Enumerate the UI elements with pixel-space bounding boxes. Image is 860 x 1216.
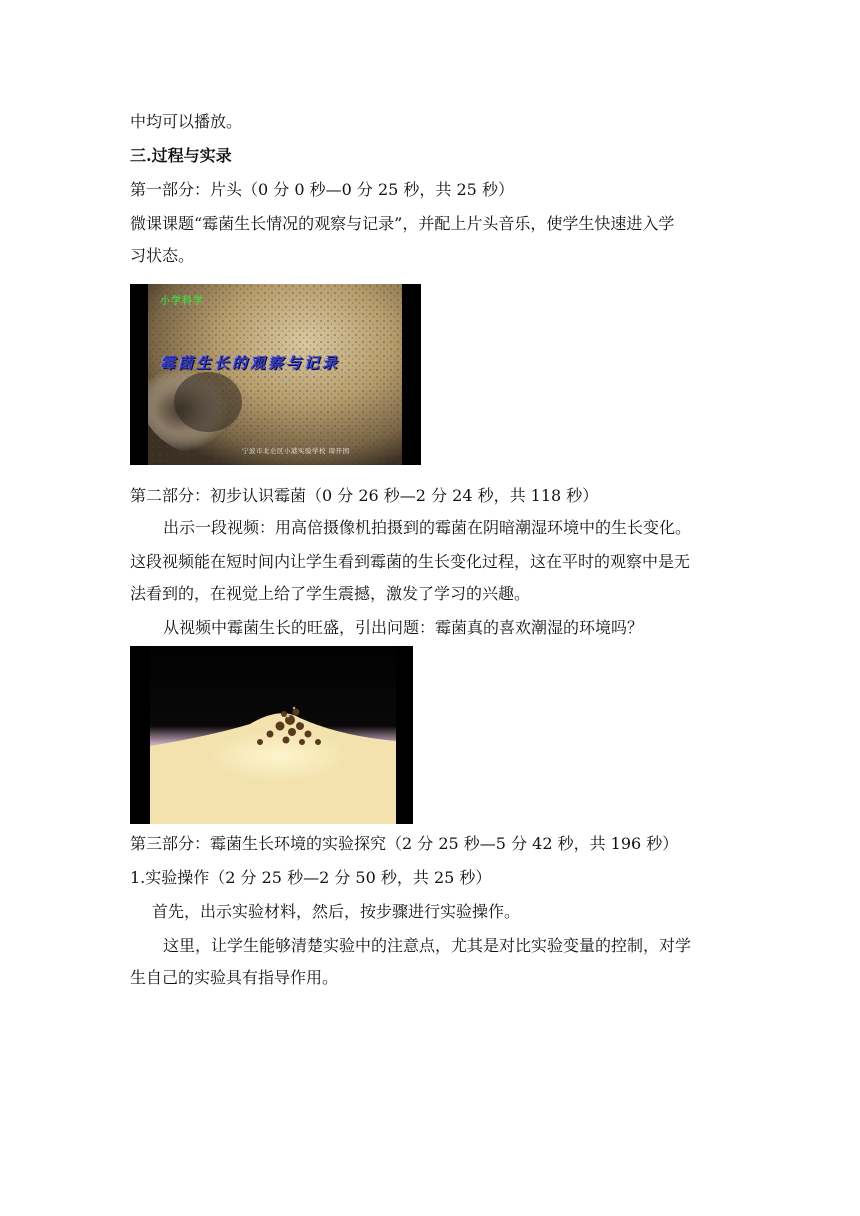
part1-text-line: 微课课题“霉菌生长情况的观察与记录”，并配上片头音乐，使学生快速进入学 — [130, 214, 675, 233]
part1-text-line: 习状态。 — [130, 246, 195, 265]
mold-growth-picture — [130, 646, 413, 824]
paragraph-top: 中均可以播放。 — [130, 112, 243, 131]
part2-text-line: 出示一段视频：用高倍摄像机拍摄到的霉菌在阴暗潮湿环境中的生长变化。 — [163, 518, 692, 537]
mold-closeup-picture — [130, 284, 421, 465]
part1-title: 第一部分：片头（0 分 0 秒—0 分 25 秒，共 25 秒） — [130, 180, 514, 199]
part2-text-line: 这段视频能在短时间内让学生看到霉菌的生长变化过程，这在平时的观察中是无 — [130, 552, 691, 571]
subject-label: 小学科学 — [160, 296, 204, 307]
video-title-frame-image — [130, 284, 421, 465]
part3-text-line: 这里，让学生能够清楚实验中的注意点，尤其是对比实验变量的控制，对学 — [163, 936, 692, 955]
part2-title: 第二部分：初步认识霉菌（0 分 26 秒—2 分 24 秒，共 118 秒） — [130, 486, 599, 505]
part3-title: 第三部分：霉菌生长环境的实验探究（2 分 25 秒—5 分 42 秒，共 196 秒） — [130, 834, 679, 853]
part2-text-line: 从视频中霉菌生长的旺盛，引出问题：霉菌真的喜欢潮湿的环境吗？ — [163, 618, 644, 637]
part3-text-line: 生自己的实验具有指导作用。 — [130, 968, 339, 987]
mold-growth-video-frame-image — [130, 646, 413, 824]
section-heading: 三.过程与实录 — [130, 146, 232, 165]
part2-text-line: 法看到的，在视觉上给了学生震撼，激发了学习的兴趣。 — [130, 584, 531, 603]
video-title-overlay: 霉菌生长的观察与记录 — [160, 354, 341, 372]
part3-subheading: 1.实验操作（2 分 25 秒—2 分 50 秒，共 25 秒） — [130, 868, 492, 887]
video-credit: 宁波市北仑区小港实验学校 周开国 — [242, 447, 350, 455]
part3-text-line: 首先，出示实验材料，然后，按步骤进行实验操作。 — [152, 902, 521, 921]
